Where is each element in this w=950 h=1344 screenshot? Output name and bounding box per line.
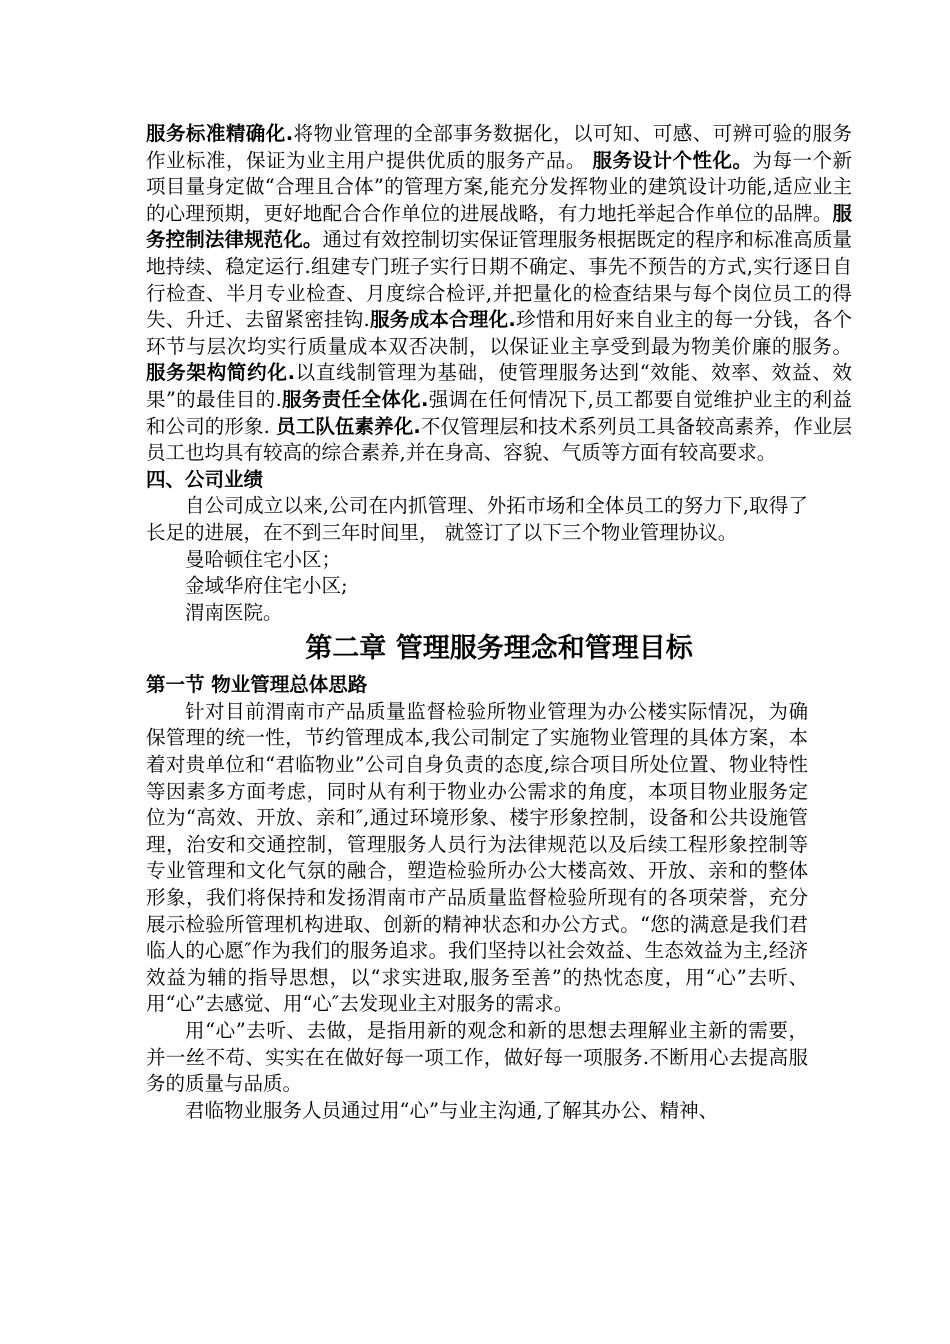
principle-title-cost: 服务成本合理化.	[369, 308, 516, 332]
approach-paragraph-3: 君临物业服务人员通过用“心”与业主沟通,了解其办公、精神、	[185, 1098, 719, 1122]
principle-text-cost: 珍惜和用好来自业主的每一分钱，各个环节与层次均实行质量成本双否决制，以保证业主享受到最为物美价廉的服务。	[146, 308, 852, 358]
service-principles-paragraph	[146, 121, 852, 467]
principle-title-staff: 员工队伍素养化.	[276, 414, 421, 438]
principle-title-standard: 服务标准精确化.	[146, 122, 294, 145]
principle-text-control: 通过有效控制切实保证管理服务根据既定的程序和标准高质量地持续、稳定运行.组建专门班子实行日期不确定、事先不预告的方式,实行逐日自行检查、半月专业检查、月度综合检评,并把量化的检查结果与每个岗位员工的得失、升迁、去留紧密挂钩.	[146, 228, 852, 332]
chapter-title: 第二章 管理服务理念和管理目标	[305, 633, 693, 665]
document-page	[146, 121, 852, 1124]
principle-text-staff: 不仅管理层和技术系列员工具备较高素养，作业层员工也均具有较高的综合素养,并在身高、容貌、气质等方面有较高要求。	[146, 414, 852, 465]
principle-title-design: 服务设计个性化。	[592, 148, 753, 172]
list-item: 金域华府住宅小区;	[185, 574, 348, 598]
section-heading-performance: 四、公司业绩	[146, 467, 264, 491]
section-heading-overall-approach: 第一节 物业管理总体思路	[146, 673, 368, 697]
list-item: 渭南医院。	[185, 600, 283, 624]
approach-paragraph-1: 针对目前渭南市产品质量监督检验所物业管理为办公楼实际情况，为确保管理的统一性，节约管理成本,我公司制定了实施物业管理的具体方案，本着对贵单位和“君临物业”公司自身负责的态度,综合项目所处位置、物业特性等因素多方面考虑，同时从有利于物业办公需求的角度，本项目物业服务定位为“高效、开放、亲和″,通过环境形象、楼宇形象控制，设备和公共设施管理，治安和交通控制，管理服务人员行为法律规范以及后续工程形象控制等专业管理和文化气氛的融合，塑造检验所办公大楼高效、开放、亲和的整体形象，我们将保持和发扬渭南市产品质量监督检验所现有的各项荣誉，充分展示检验所管理机构进取、创新的精神状态和办公方式。“您的满意是我们君临人的心愿″作为我们的服务追求。我们坚持以社会效益、生态效益为主,经济效益为辅的指导思想，以“求实进取,服务至善”的热忱态度，用“心”去听、用“心”去感觉、用“心″去发现业主对服务的需求。	[146, 699, 808, 1016]
approach-paragraph-2: 用“心”去听、去做，是指用新的观念和新的思想去理解业主新的需要，并一丝不苟、实实在在做好每一项工作，做好每一项服务.不断用心去提高服务的质量与品质。	[146, 1019, 808, 1096]
principle-title-control: 服务控制法律规范化。	[146, 201, 852, 252]
performance-paragraph: 自公司成立以来,公司在内抓管理、外拓市场和全体员工的努力下,取得了长足的进展，在不到三年时间里， 就签订了以下三个物业管理协议。	[146, 494, 808, 544]
principle-title-structure: 服务架构简约化.	[146, 361, 296, 385]
list-item: 曼哈顿住宅小区；	[185, 547, 342, 571]
principle-text-design: 为每一个新项目量身定做“合理且合体”的管理方案,能充分发挥物业的建筑设计功能,适应业主的心理预期，更好地配合合作单位的进展战略，有力地托举起合作单位的品牌。	[146, 148, 852, 225]
principle-text-responsibility: 强调在任何情况下,员工都要自觉维护业主的利益和公司的形象.	[146, 387, 852, 438]
principle-text-standard: 将物业管理的全部事务数据化，以可知、可感、可辨可验的服务作业标准，保证为业主用户提供优质的服务产品。	[146, 122, 852, 172]
principle-title-responsibility: 服务责任全体化.	[281, 387, 429, 411]
principle-text-structure: 以直线制管理为基础，使管理服务达到“效能、效率、效益、效果”的最佳目的.	[146, 361, 852, 411]
